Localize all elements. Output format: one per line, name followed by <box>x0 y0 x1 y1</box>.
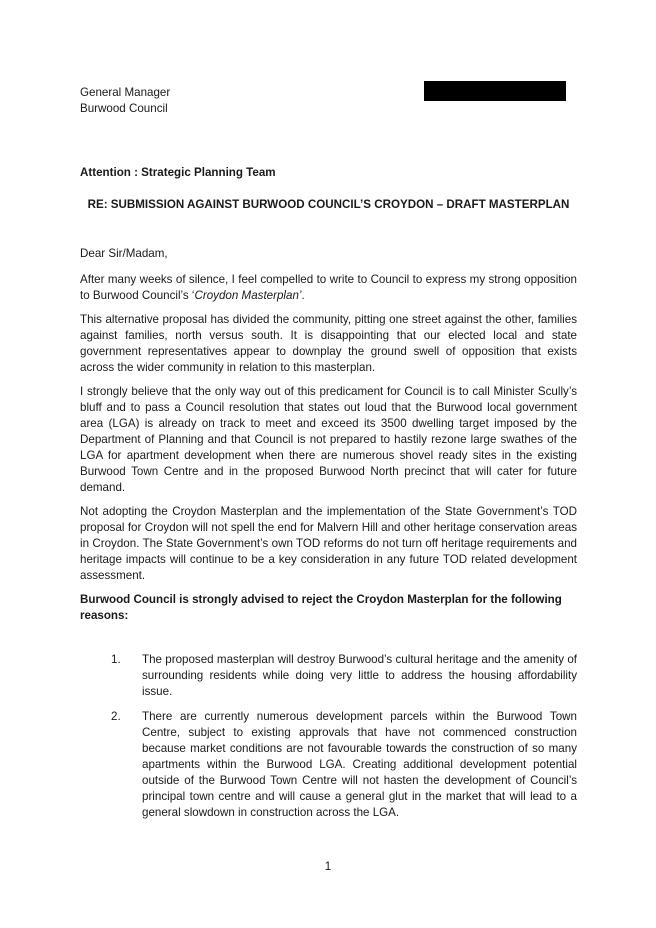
reason-text: There are currently numerous development parcels within the Burwood Town Centre, subject to existing approvals that have not commenced construction because market conditions are not favourable towards the construction of so many apartments within the Burwood LGA. Creating additional development potential outside of the Burwood Town Centre will not hasten the development of Council’s principal town centre and will cause a general glut in the market that will lead to a general slowdown in construction across the LGA. <box>142 710 577 819</box>
reason-text: The proposed masterplan will destroy Burwood’s cultural heritage and the amenity of surrounding residents while doing very little to address the housing affordability issue. <box>142 653 577 698</box>
attention-line: Attention : Strategic Planning Team <box>80 166 276 179</box>
addressee-title: General Manager <box>80 86 171 99</box>
reason-item <box>80 709 577 821</box>
salutation: Dear Sir/Madam, <box>80 247 168 260</box>
reason-item <box>80 652 577 700</box>
paragraph-community-division: This alternative proposal has divided the community, pitting one street against the other, families against families, north versus south. It is disappointing that our elected local and state government representatives appear to downplay the ground swell of opposition that exists across the wider community in relation to this masterplan. <box>80 313 577 374</box>
paragraph-heritage: Not adopting the Croydon Masterplan and the implementation of the State Government’s TOD proposal for Croydon will not spell the end for Malvern Hill and other heritage conservation areas in Croydon. The State Government’s own TOD reforms do not turn off heritage requirements and heritage impacts will continue to be a key consideration in any future TOD related development assessment. <box>80 505 577 582</box>
subject-heading: RE: SUBMISSION AGAINST BURWOOD COUNCIL’S CROYDON – DRAFT MASTERPLAN <box>87 198 570 211</box>
addressee-block <box>80 85 380 117</box>
paragraph-recommendation: Burwood Council is strongly advised to reject the Croydon Masterplan for the following reasons: <box>80 593 562 622</box>
reason-number: 2. <box>111 710 121 723</box>
paragraph-opposition <box>80 272 577 304</box>
letter-body <box>80 246 577 632</box>
paragraph-council-resolution: I strongly believe that the only way out of this predicament for Council is to call Minister Scully’s bluff and to pass a Council resolution that states out loud that the Burwood local government area (LGA) is already on track to meet and exceed its 3500 dwelling target imposed by the Department of Planning and that Council is not prepared to hastily rezone large swathes of the LGA for apartment development when there are numerous shovel ready sites in the existing Burwood Town Centre and in the proposed Burwood North precinct that will cater for future demand. <box>80 385 577 494</box>
masterplan-title: Croydon Masterplan’ <box>194 289 302 302</box>
reasons-list <box>80 652 577 830</box>
redacted-block <box>424 81 566 101</box>
addressee-organisation: Burwood Council <box>80 102 168 115</box>
paragraph-opposition-text: After many weeks of silence, I feel compelled to write to Council to express my strong opposition to Burwood Council’s ‘ <box>80 273 577 302</box>
paragraph-opposition-end: . <box>301 289 305 302</box>
reason-number: 1. <box>111 653 121 666</box>
page-number: 1 <box>324 860 332 873</box>
